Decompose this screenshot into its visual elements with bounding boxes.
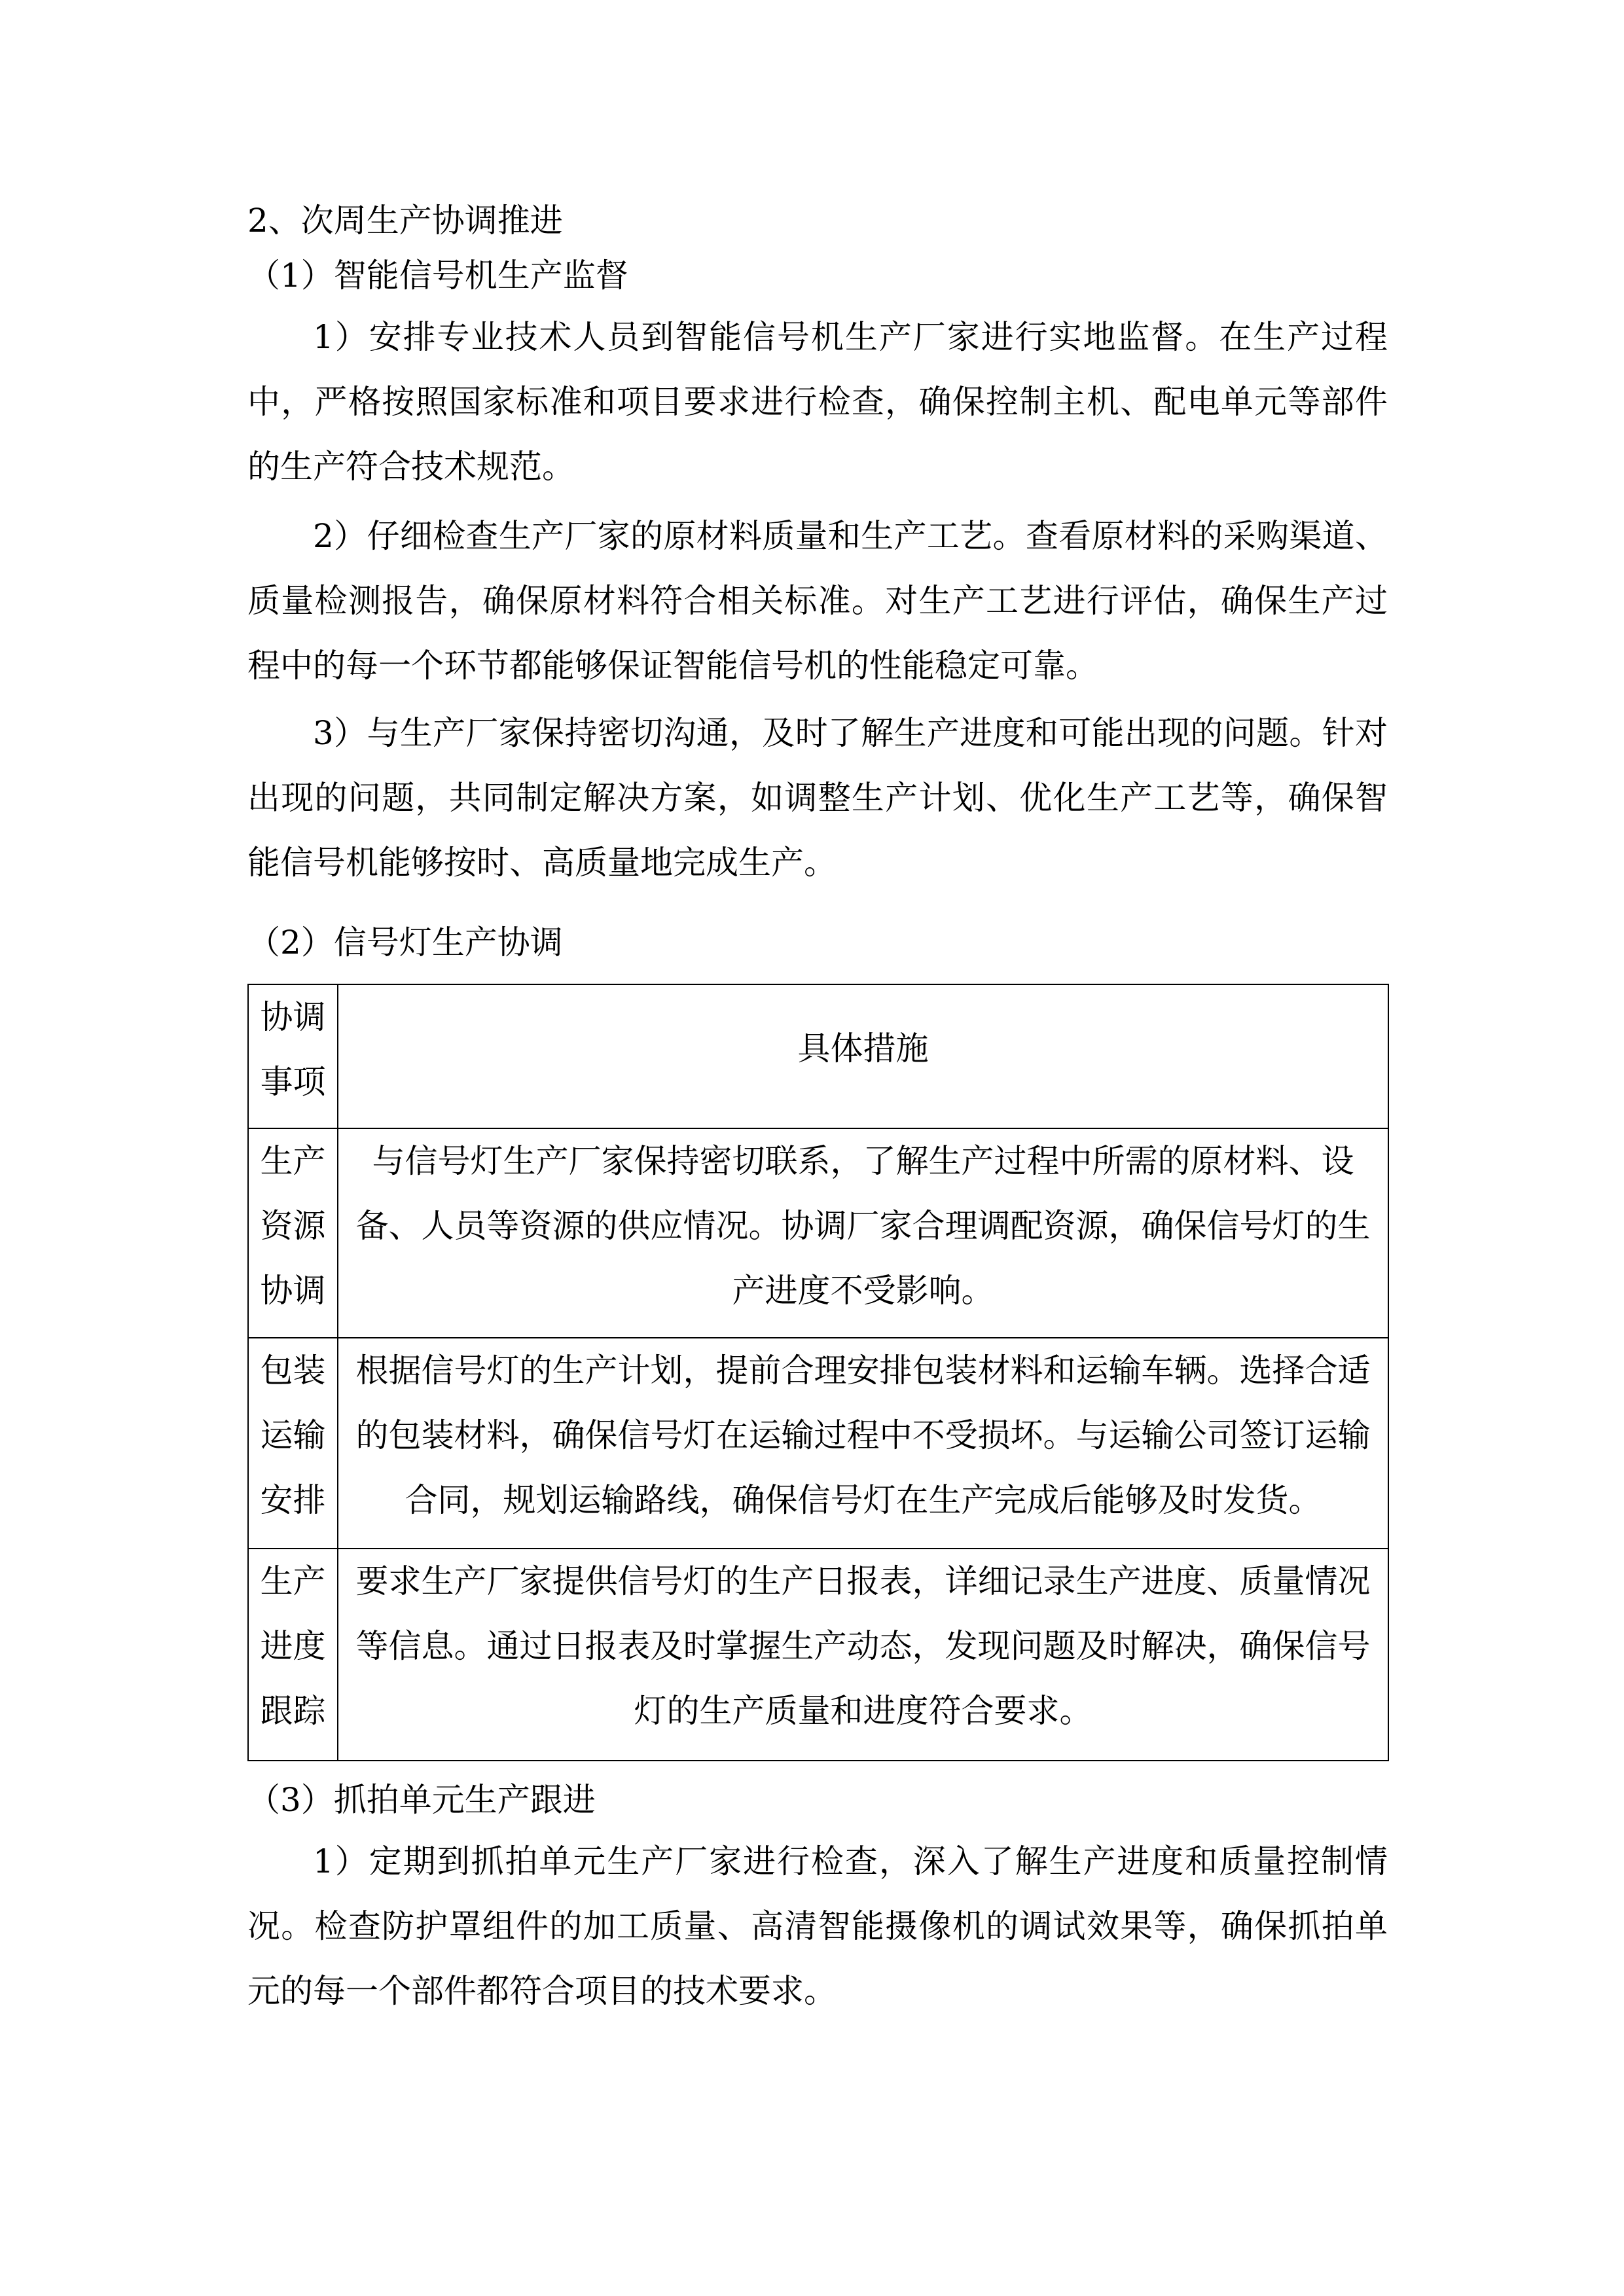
measures-cell [338,1549,1388,1761]
paragraph-line: 况。检查防护罩组件的加工质量、高清智能摄像机的调试效果等，确保抓拍单 [247,1907,1388,1945]
table-row [248,1549,1388,1761]
cell-line: 资源 [260,1207,326,1245]
paragraph-line: 能信号机能够按时、高质量地完成生产。 [247,844,837,882]
coordination-table [247,984,1389,1761]
cell-line: 产进度不受影响。 [732,1272,994,1310]
paragraph-line: 2）仔细检查生产厂家的原材料质量和生产工艺。查看原材料的采购渠道、 [313,517,1388,555]
cell-line: 与信号灯生产厂家保持密切联系，了解生产过程中所需的原材料、设 [372,1142,1354,1180]
paragraph-line: 的生产符合技术规范。 [247,448,575,486]
subsection-heading: （1）智能信号机生产监督 [247,257,628,295]
paragraph [247,1829,1388,2024]
paragraph-line: 1）安排专业技术人员到智能信号机生产厂家进行实地监督。在生产过程 [313,318,1388,356]
paragraph [247,305,1388,499]
table-row [248,1338,1388,1549]
section-heading: 2、次周生产协调推进 [247,202,563,240]
item-cell [248,1549,338,1761]
header-cell-item [248,984,338,1128]
cell-line: 进度 [260,1627,326,1665]
cell-line: 运输 [260,1416,326,1454]
cell-line: 合同，规划运输路线，确保信号灯在生产完成后能够及时发货。 [405,1481,1322,1519]
paragraph-line: 出现的问题，共同制定解决方案，如调整生产计划、优化生产工艺等，确保智 [247,779,1388,817]
cell-line: 事项 [260,1063,326,1101]
item-cell [248,1128,338,1338]
measures-cell [338,1128,1388,1338]
cell-line: 协调 [260,1272,326,1310]
cell-line: 跟踪 [260,1692,326,1730]
cell-line: 要求生产厂家提供信号灯的生产日报表，详细记录生产进度、质量情况 [355,1562,1371,1600]
subsection-heading: （3）抓拍单元生产跟进 [247,1781,596,1819]
paragraph-line: 3）与生产厂家保持密切沟通，及时了解生产进度和可能出现的问题。针对 [313,714,1388,752]
paragraph-line: 质量检测报告，确保原材料符合相关标准。对生产工艺进行评估，确保生产过 [247,582,1388,620]
paragraph-line: 程中的每一个环节都能够保证智能信号机的性能稳定可靠。 [247,647,1098,685]
cell-line: 安排 [260,1481,326,1519]
cell-line: 生产 [260,1562,326,1600]
cell-line: 等信息。通过日报表及时掌握生产动态，发现问题及时解决，确保信号 [355,1627,1371,1665]
table-header-row [248,984,1388,1128]
measures-cell [338,1338,1388,1549]
cell-line: 具体措施 [797,1030,929,1067]
cell-line: 协调 [260,998,326,1036]
cell-line: 生产 [260,1142,326,1180]
header-cell-measures [338,984,1388,1128]
subsection-heading: （2）信号灯生产协调 [247,924,563,961]
cell-line: 灯的生产质量和进度符合要求。 [634,1692,1092,1730]
paragraph-line: 中，严格按照国家标准和项目要求进行检查，确保控制主机、配电单元等部件 [247,383,1388,421]
paragraph-line: 元的每一个部件都符合项目的技术要求。 [247,1972,837,2010]
paragraph-line: 1）定期到抓拍单元生产厂家进行检查，深入了解生产进度和质量控制情 [313,1842,1388,1880]
cell-line: 包装 [260,1352,326,1390]
paragraph [247,504,1388,698]
paragraph [247,701,1388,895]
cell-line: 备、人员等资源的供应情况。协调厂家合理调配资源，确保信号灯的生 [355,1207,1371,1245]
item-cell [248,1338,338,1549]
cell-line: 的包装材料，确保信号灯在运输过程中不受损坏。与运输公司签订运输 [355,1416,1371,1454]
table-row [248,1128,1388,1338]
cell-line: 根据信号灯的生产计划，提前合理安排包装材料和运输车辆。选择合适 [355,1352,1371,1390]
